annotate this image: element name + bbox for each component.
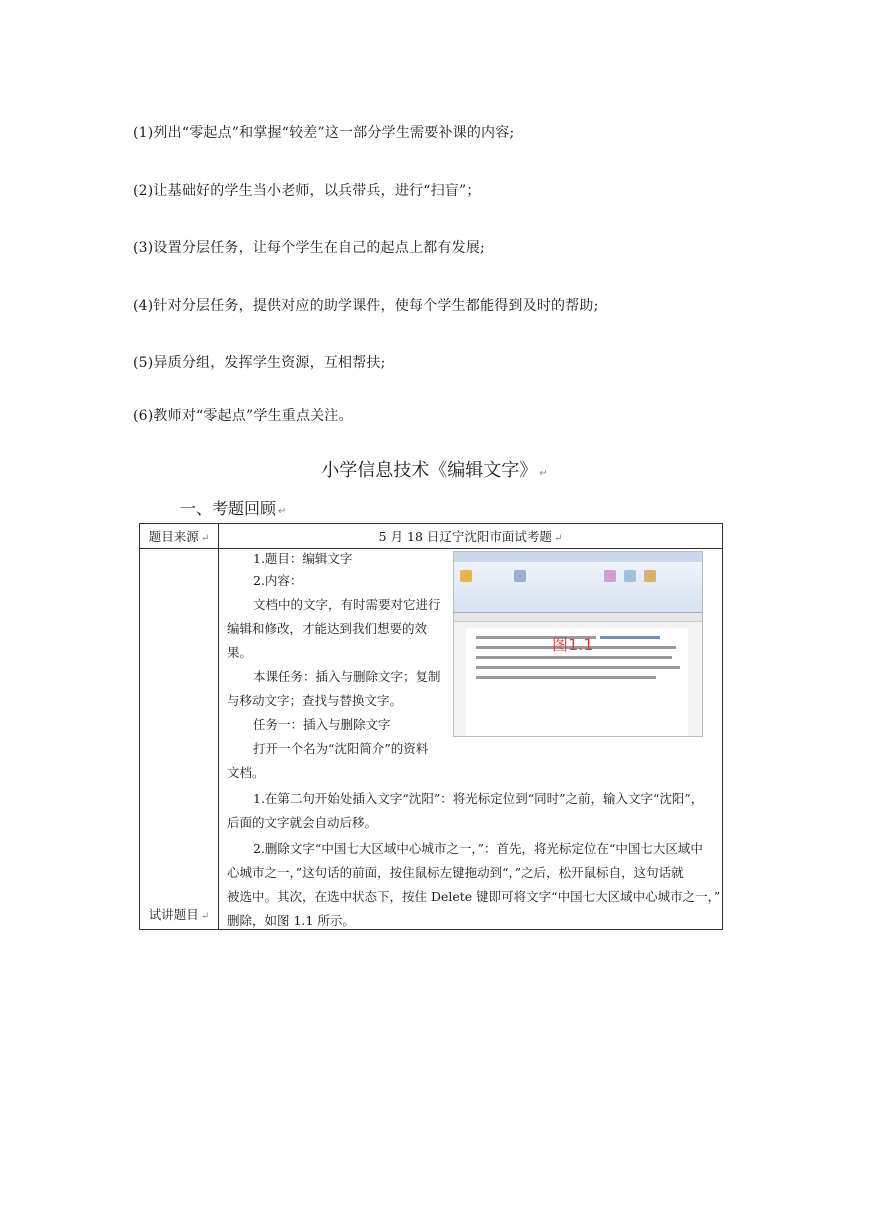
- style-icon: [624, 570, 636, 582]
- section-heading: 一、考题回顾 ↵: [180, 499, 287, 518]
- list-item: (5)异质分组，发挥学生资源，互相帮扶;: [133, 355, 386, 371]
- content-line: 被选中。其次，在选中状态下，按住 Delete 键即可将文字“中国七大区域中心城市之一，”: [227, 889, 721, 904]
- table-row: [140, 524, 723, 549]
- source-value: 5 月 18 日辽宁沈阳市面试考题 ↵: [219, 524, 723, 549]
- list-item: (1)列出“零起点”和掌握“较差”这一部分学生需要补课的内容;: [133, 125, 515, 141]
- content-line: 打开一个名为“沈阳简介”的资料: [253, 741, 429, 756]
- content-line: 后面的文字就会自动后移。: [227, 815, 378, 830]
- content-line: 本课任务：插入与删除文字；复制: [253, 669, 441, 684]
- window-titlebar: [454, 552, 702, 562]
- list-item: (2)让基础好的学生当小老师，以兵带兵，进行“扫盲”；: [133, 183, 481, 199]
- exam-table: [139, 523, 723, 930]
- figure-caption: 图1.1: [552, 635, 594, 654]
- selected-text: [600, 636, 660, 639]
- paste-icon: [460, 570, 472, 582]
- content-line: 果。: [227, 645, 253, 660]
- content-line: 编辑和修改，才能达到我们想要的效: [227, 621, 428, 636]
- format-icon: [514, 570, 526, 582]
- list-item: (4)针对分层任务，提供对应的助学课件，使每个学生都能得到及时的帮助;: [133, 298, 599, 314]
- content-line: 任务一：插入与删除文字: [253, 717, 391, 732]
- style-icon: [644, 570, 656, 582]
- list-item: (6)教师对“零起点”学生重点关注。: [133, 408, 353, 424]
- content-line: 删除，如图 1.1 所示。: [227, 913, 355, 928]
- list-item: (3)设置分层任务，让每个学生在自己的起点上都有发展;: [133, 240, 485, 256]
- content-line: 1.在第二句开始处插入文字“沈阳”：将光标定位到“同时”之前，输入文字“沈阳”，: [253, 791, 704, 806]
- topic-label: 试讲题目 ↵: [148, 907, 210, 922]
- content-line: 文档中的文字，有时需要对它进行: [253, 597, 441, 612]
- content-line: 与移动文字；查找与替换文字。: [227, 693, 403, 708]
- ruler: [454, 613, 702, 622]
- content-line: 1.题目：编辑文字: [253, 551, 353, 566]
- content-line: 2.删除文字“中国七大区域中心城市之一，”：首先，将光标定位在“中国七大区域中: [253, 841, 703, 856]
- content-line: 文档。: [227, 765, 265, 780]
- topic-content: [219, 549, 723, 930]
- source-label: 题目来源 ↵: [140, 524, 219, 549]
- table-row: [140, 549, 723, 930]
- document-title: 小学信息技术《编辑文字》 ↵: [321, 460, 548, 481]
- ribbon-toolbar: [454, 562, 702, 613]
- content-line: 心城市之一，”这句话的前面，按住鼠标左键拖动到“，”之后，松开鼠标自，这句话就: [227, 865, 684, 880]
- style-icon: [604, 570, 616, 582]
- word-screenshot-figure: [453, 551, 703, 737]
- content-line: 2.内容：: [253, 573, 303, 588]
- topic-label-cell: [140, 549, 219, 930]
